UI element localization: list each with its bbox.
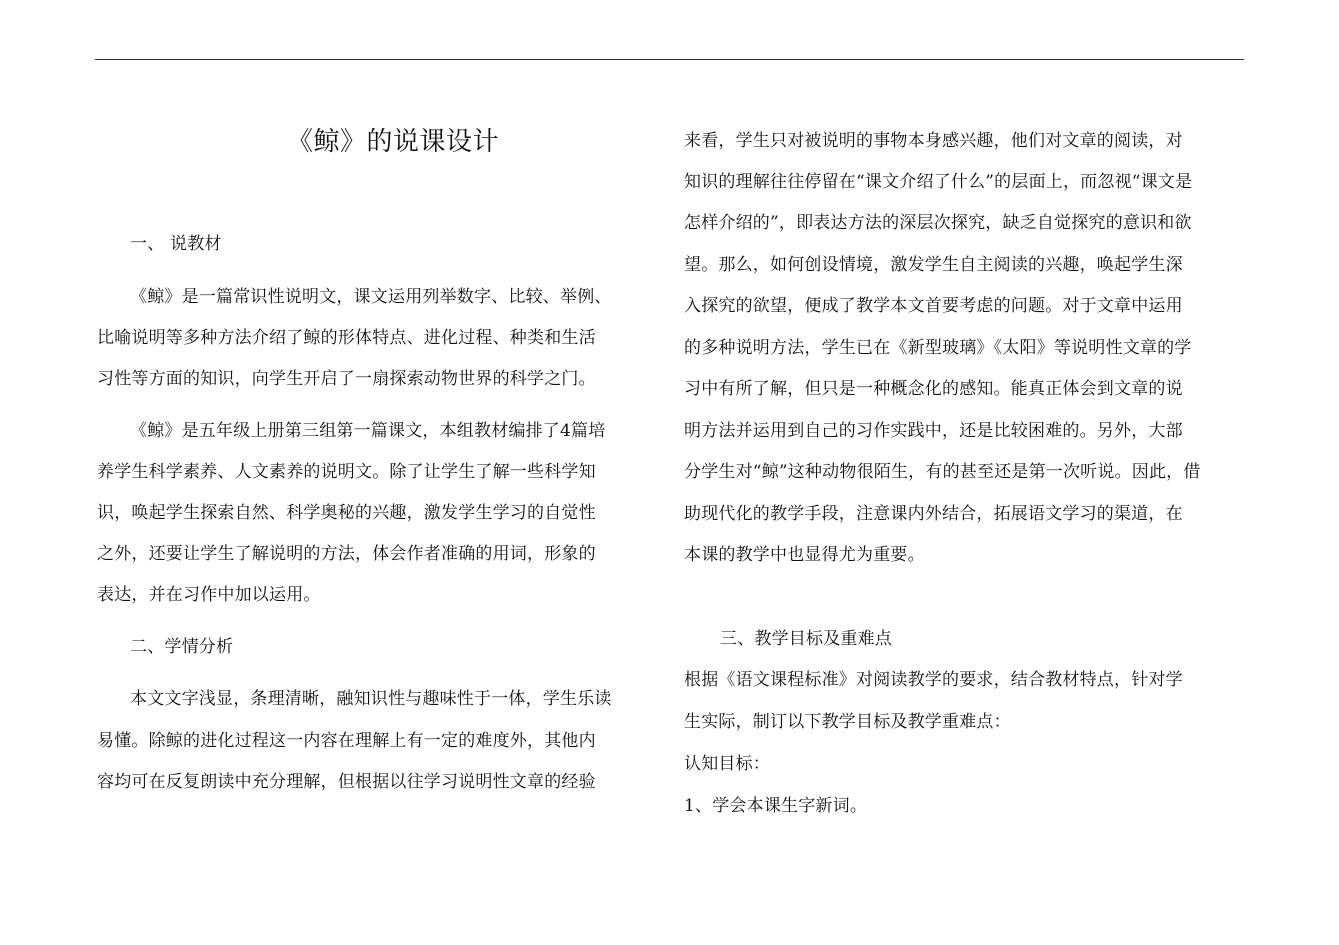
paragraph-line: 之外，还要让学生了解说明的方法，体会作者准确的用词，形象的 bbox=[97, 544, 596, 564]
section-heading-learner-analysis: 二、学情分析 bbox=[130, 637, 234, 657]
paragraph-line: 的多种说明方法，学生已在《新型玻璃》《太阳》等说明性文章的学 bbox=[684, 338, 1192, 358]
paragraph-line: 来看，学生只对被说明的事物本身感兴趣，他们对文章的阅读，对 bbox=[684, 131, 1183, 151]
paragraph-line: 容均可在反复朗读中充分理解，但根据以往学习说明性文章的经验 bbox=[97, 772, 596, 792]
paragraph-line: 知识的理解往往停留在“课文介绍了什么”的层面上，而忽视“课文是 bbox=[684, 172, 1193, 192]
paragraph-line: 习性等方面的知识，向学生开启了一扇探索动物世界的科学之门。 bbox=[97, 369, 596, 389]
header-rule bbox=[95, 59, 1244, 60]
paragraph-line: 生实际，制订以下教学目标及教学重难点： bbox=[684, 712, 1011, 732]
paragraph-line: 识，唤起学生探索自然、科学奥秘的兴趣，激发学生学习的自觉性 bbox=[97, 503, 596, 523]
paragraph-line: 根据《语文课程标准》对阅读教学的要求，结合教材特点，针对学 bbox=[684, 670, 1183, 690]
paragraph-line: 习中有所了解，但只是一种概念化的感知。能真正体会到文章的说 bbox=[684, 379, 1183, 399]
paragraph-line: 望。那么，如何创设情境，激发学生自主阅读的兴趣，唤起学生深 bbox=[684, 255, 1183, 275]
paragraph-line: 《鲸》是五年级上册第三组第一篇课文，本组教材编排了4篇培 bbox=[130, 421, 606, 441]
paragraph-line: 《鲸》是一篇常识性说明文，课文运用列举数字、比较、举例、 bbox=[130, 287, 612, 307]
paragraph-line: 分学生对“鲸”这种动物很陌生，有的甚至还是第一次听说。因此，借 bbox=[684, 462, 1201, 482]
paragraph-line: 怎样介绍的”，即表达方法的深层次探究，缺乏自觉探究的意识和欲 bbox=[684, 213, 1192, 233]
paragraph-line: 本课的教学中也显得尤为重要。 bbox=[684, 545, 925, 565]
paragraph-line: 入探究的欲望，便成了教学本文首要考虑的问题。对于文章中运用 bbox=[684, 296, 1183, 316]
document-title: 《鲸》的说课设计 bbox=[287, 127, 500, 157]
paragraph-line: 本文文字浅显，条理清晰，融知识性与趣味性于一体，学生乐读 bbox=[130, 689, 612, 709]
paragraph-line: 助现代化的教学手段，注意课内外结合，拓展语文学习的渠道，在 bbox=[684, 504, 1183, 524]
list-item: 1、学会本课生字新词。 bbox=[684, 796, 868, 816]
paragraph-line: 易懂。除鲸的进化过程这一内容在理解上有一定的难度外，其他内 bbox=[97, 731, 596, 751]
paragraph-line: 养学生科学素养、人文素养的说明文。除了让学生了解一些科学知 bbox=[97, 462, 596, 482]
section-heading-objectives: 三、教学目标及重难点 bbox=[720, 629, 892, 649]
subheading-cognitive-goals: 认知目标： bbox=[684, 754, 770, 774]
section-heading-teaching-material: 一、 说教材 bbox=[130, 234, 222, 254]
paragraph-line: 表达，并在习作中加以运用。 bbox=[97, 585, 321, 605]
paragraph-line: 明方法并运用到自己的习作实践中，还是比较困难的。另外，大部 bbox=[684, 421, 1183, 441]
paragraph-line: 比喻说明等多种方法介绍了鲸的形体特点、进化过程、种类和生活 bbox=[97, 328, 596, 348]
